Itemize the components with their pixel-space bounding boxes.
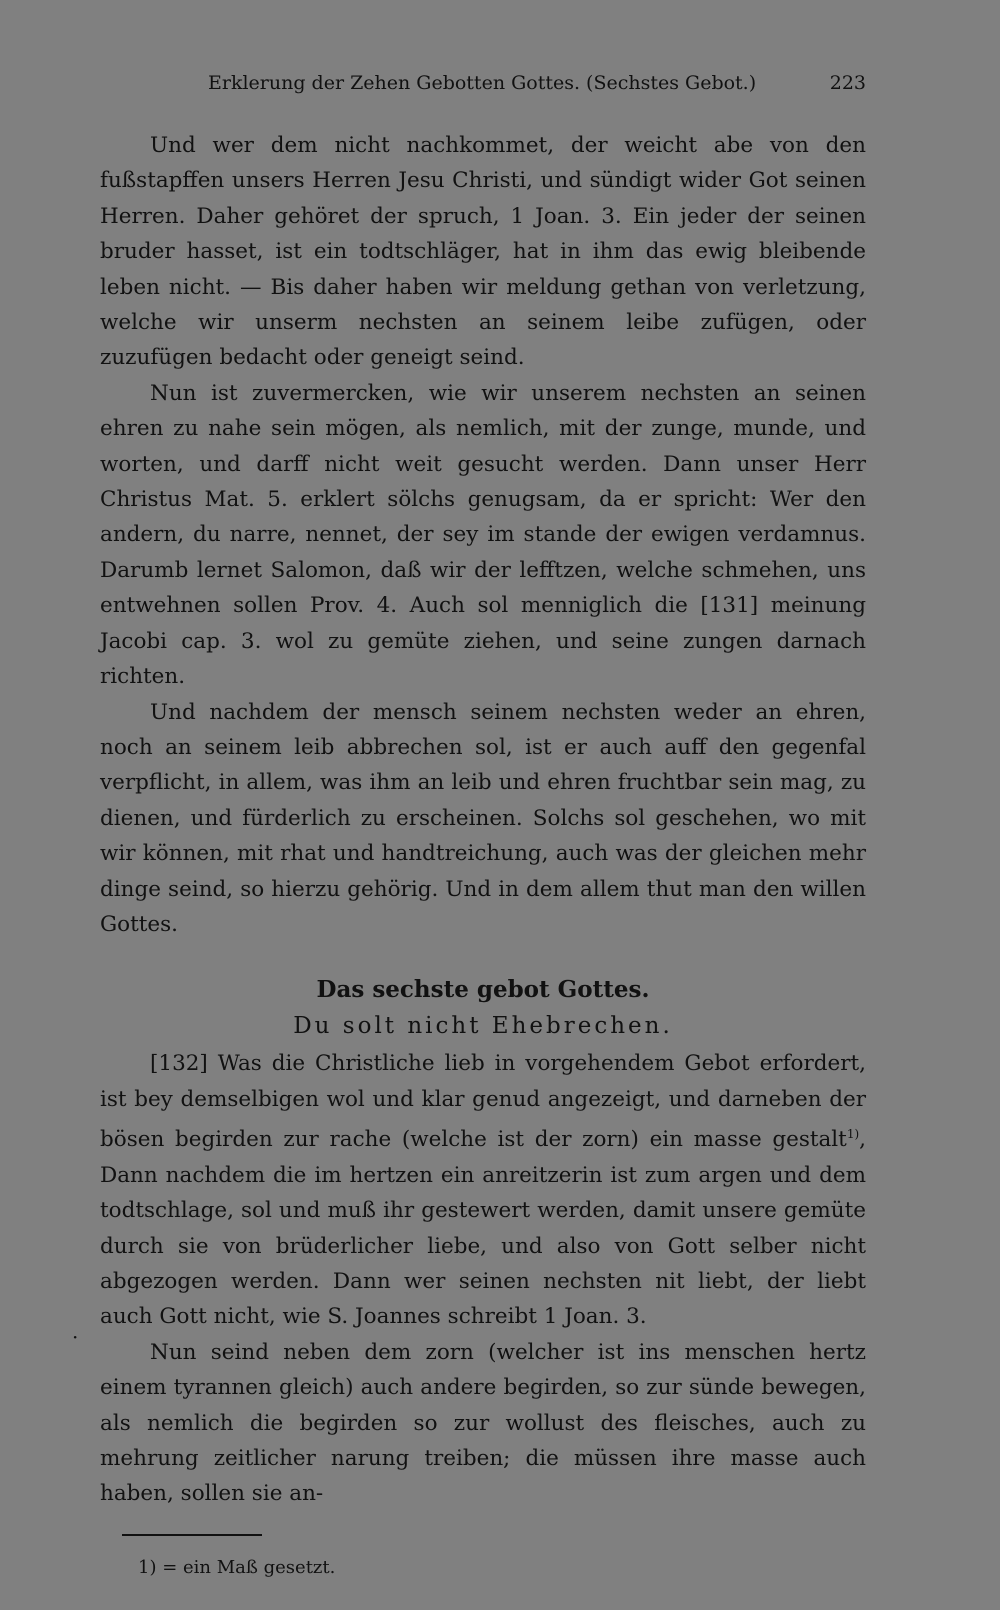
section-paragraph-1-text: [132] Was die Christliche lieb in vorgehendem Gebot erfordert, ist bey demselbigen wol und klar genud angezeigt, und darneben der bösen begirden zur rache (welche ist der zorn) ein masse gestalt — [100, 1051, 866, 1153]
paragraph-3: Und nachdem der mensch seinem nechsten weder an ehren, noch an seinem leib abbrechen sol, ist er auch auff den gegenfal verpflicht, in allem, was ihm an leib und ehren fruchtbar sein mag, zu dienen, und fürderlich zu erscheinen. Solchs sol geschehen, wo mit wir können, mit rhat und handtreichung, auch was der gleichen mehr dinge seind, so hierzu gehörig. Und in dem allem thut man den willen Gottes. — [100, 699, 866, 937]
paragraph-1: Und wer dem nicht nachkommet, der weicht abe von den fußstapffen unsers Herren Jesu Christi, und sündigt wider Got seinen Herren. Daher gehöret der spruch, 1 Joan. 3. Ein jeder der seinen bruder hasset, ist ein todtschläger, hat in ihm das ewig bleibende leben nicht. — Bis daher haben wir meldung gethan von verletzung, welche wir unserm nechsten an seinem leibe zufügen, oder zuzufügen bedacht oder geneigt seind. — [100, 133, 866, 371]
document-page — [100, 72, 866, 1582]
section-subheading: Du solt nicht Ehebrechen. — [293, 1013, 673, 1040]
margin-mark: · — [72, 1325, 79, 1349]
section-paragraph-1 — [100, 1046, 866, 1334]
running-title: Erklerung der Zehen Gebotten Gottes. (Sechstes Gebot.) — [208, 72, 757, 94]
page-number: 223 — [829, 72, 866, 94]
footnote-reference-tail: , — [859, 1127, 866, 1153]
running-header — [100, 72, 866, 106]
footnote-reference: 1) — [846, 1127, 860, 1142]
section-heading: Das sechste gebot Gottes. — [316, 976, 650, 1004]
paragraph-2: Nun ist zuvermercken, wie wir unserem nechsten an seinen ehren zu nahe sein mögen, als nemlich, mit der zunge, munde, und worten, und darff nicht weit gesucht werden. Dann unser Herr Christus Mat. 5. erklert sölchs genugsam, da er spricht: Wer den andern, du narre, nennet, der sey im stande der ewigen verdamnus. Darumb lernet Salomon, daß wir der lefftzen, welche schmehen, uns entwehnen sollen Prov. 4. Auch sol menniglich die [131] meinung Jacobi cap. 3. wol zu gemüte ziehen, und seine zungen darnach richten. — [100, 380, 866, 690]
footnote: 1) = ein Maß gesetzt. — [138, 1556, 336, 1578]
footnote-divider — [122, 1534, 262, 1536]
section-paragraph-1-cont: Dann nachdem die im hertzen ein anreitzerin ist zum argen und dem todtschlage, sol und muß ihr gestewert werden, damit unsere gemüte durch sie von brüderlicher liebe, und also von Gott selber nicht abgezogen werden. Dann wer seinen nechsten nit liebt, der liebt auch Gott nicht, wie S. Joannes schreibt 1 Joan. 3. — [100, 1162, 866, 1330]
section-paragraph-2: Nun seind neben dem zorn (welcher ist ins menschen hertz einem tyrannen gleich) auch andere begirden, so zur sünde bewegen, als nemlich die begirden so zur wollust des fleisches, auch zu mehrung zeitlicher narung treiben; die müssen ihre masse auch haben, sollen sie an- — [100, 1339, 866, 1507]
